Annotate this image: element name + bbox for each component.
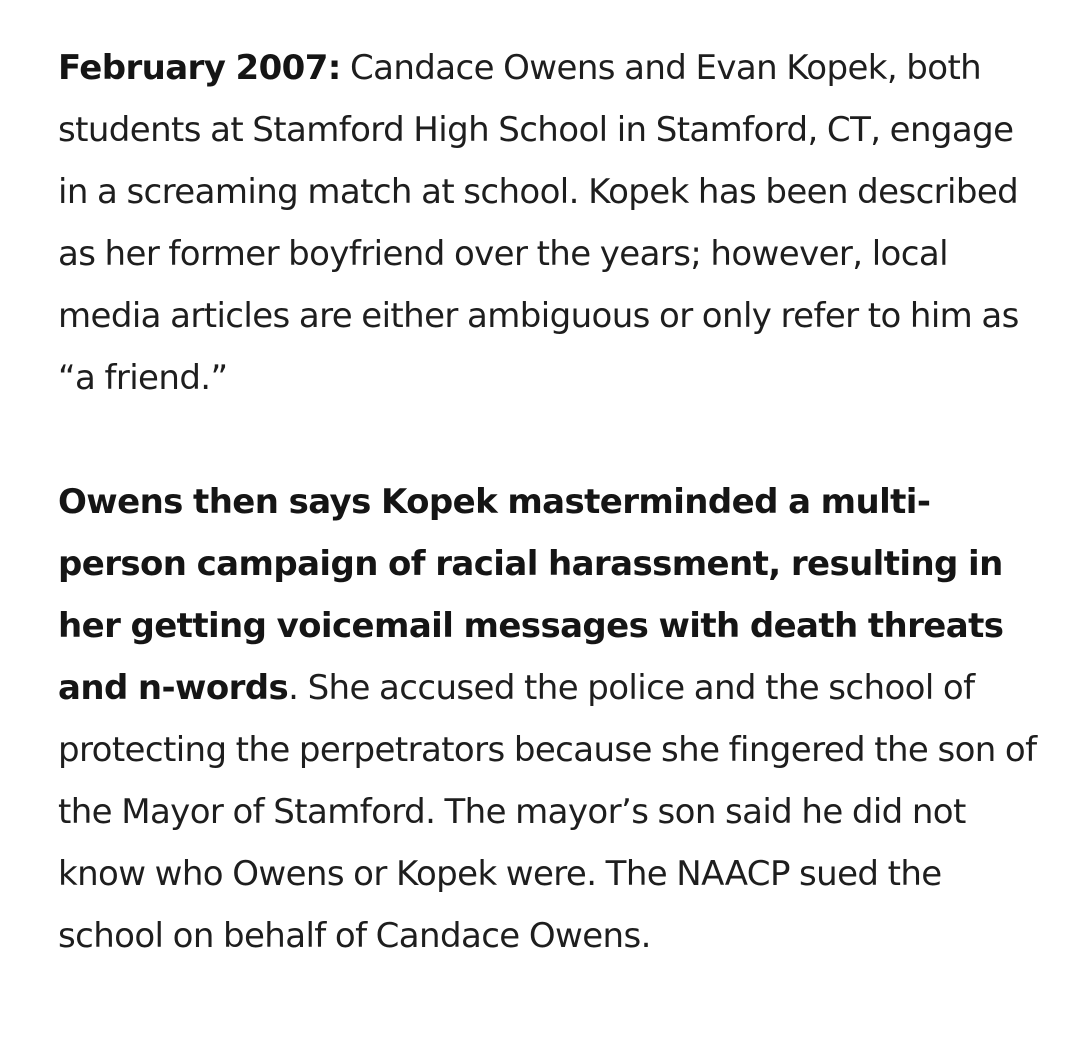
article-excerpt [58,37,1043,967]
paragraph-date-entry [58,37,1043,409]
date-heading: February 2007: [58,48,341,88]
paragraph-text: Candace Owens and Evan Kopek, both students at Stamford High School in Stamford, CT, engage in a screaming match at school. Kopek has been described as her former boyfriend over the years; however, local media articles are either ambiguous or only refer to him as “a friend.” [58,48,1019,398]
bold-statement: Owens then says Kopek masterminded a multi-person campaign of racial harassment, resulting in her getting voicemail messages with death threats and n-words [58,482,1004,708]
paragraph-harassment [58,471,1043,967]
paragraph-text: . She accused the police and the school of protecting the perpetrators because she fingered the son of the Mayor of Stamford. The mayor’s son said he did not know who Owens or Kopek were. The NAACP sued the school on behalf of Candace Owens. [58,668,1037,956]
